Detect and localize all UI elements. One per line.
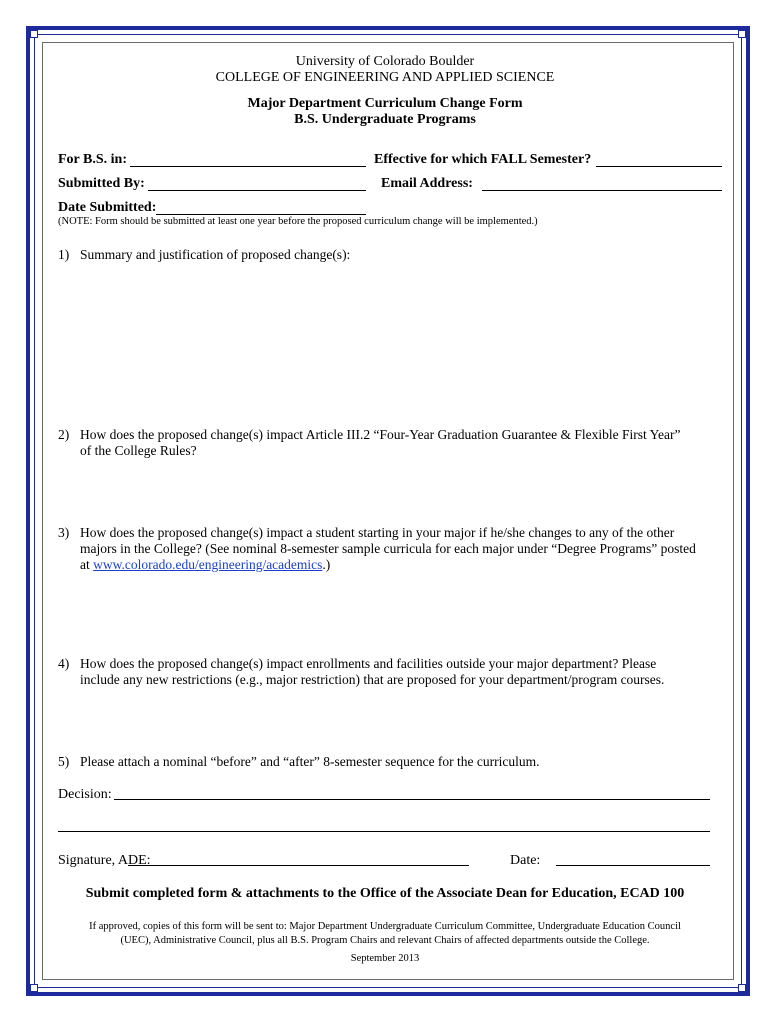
question-4 (0, 656, 770, 692)
decision-field[interactable] (114, 799, 710, 800)
question-4-line-1: How does the proposed change(s) impact enrollments and facilities outside your major department? Please (80, 656, 657, 671)
bs-in-label: For B.S. in: (58, 152, 127, 167)
question-2 (0, 427, 770, 463)
college-name: COLLEGE OF ENGINEERING AND APPLIED SCIENCE (215, 70, 555, 85)
form-subtitle: B.S. Undergraduate Programs (294, 112, 476, 127)
question-2-answer-area[interactable] (80, 464, 720, 518)
question-1-number: 1) (58, 247, 70, 262)
question-3-line-2: majors in the College? (See nominal 8-semester sample curricula for each major under “Degree Programs” posted (80, 541, 696, 556)
decision-field-line-2[interactable] (58, 831, 710, 832)
question-3-line-1: How does the proposed change(s) impact a student starting in your major if he/she changes to any of the other (80, 525, 675, 540)
question-3-line-3-suffix: .) (322, 557, 331, 572)
effective-semester-label: Effective for which FALL Semester? (374, 152, 592, 167)
approval-note-line-1: If approved, copies of this form will be sent to: Major Department Undergraduate Curriculum Committee, Undergraduate Education Council (89, 921, 681, 932)
decision-label: Decision: (58, 787, 112, 802)
corner-ornament-bl (30, 984, 38, 992)
email-label: Email Address: (381, 176, 473, 191)
form-title: Major Department Curriculum Change Form (247, 96, 523, 111)
question-4-answer-area[interactable] (80, 694, 720, 746)
submission-note: (NOTE: Form should be submitted at least one year before the proposed curriculum change will be implemented.) (58, 216, 538, 227)
question-4-number: 4) (58, 656, 70, 671)
date-submitted-field[interactable] (156, 214, 366, 215)
submitted-by-field[interactable] (148, 190, 366, 191)
corner-ornament-br (738, 984, 746, 992)
corner-ornament-tr (738, 30, 746, 38)
question-3-line-3 (80, 557, 720, 573)
question-3-number: 3) (58, 525, 70, 540)
question-2-number: 2) (58, 427, 70, 442)
approval-note-line-2: (UEC), Administrative Council, plus all B.S. Program Chairs and relevant Chairs of affected departments outside the College. (120, 935, 650, 946)
question-3-line-3-prefix: at (80, 557, 94, 572)
question-2-line-1: How does the proposed change(s) impact Article III.2 “Four-Year Graduation Guarantee & Flexible First Year” (80, 427, 681, 442)
question-1-text: Summary and justification of proposed change(s): (80, 247, 351, 262)
question-1-answer-area[interactable] (80, 270, 720, 420)
question-4-line-2: include any new restrictions (e.g., major restriction) that are proposed for your department/program courses. (80, 672, 665, 687)
signature-field[interactable] (128, 865, 469, 866)
effective-semester-field[interactable] (596, 166, 722, 167)
submitted-by-label: Submitted By: (58, 176, 145, 191)
date-submitted-label: Date Submitted: (58, 200, 157, 215)
question-3-answer-area[interactable] (80, 580, 720, 650)
academics-link[interactable]: www.colorado.edu/engineering/academics (93, 557, 323, 572)
revision-date: September 2013 (350, 953, 420, 964)
bs-in-field[interactable] (130, 166, 366, 167)
question-5 (0, 754, 770, 774)
signature-date-field[interactable] (556, 865, 710, 866)
signature-label: Signature, ADE: (58, 853, 151, 868)
question-5-number: 5) (58, 754, 70, 769)
submit-instructions: Submit completed form & attachments to the Office of the Associate Dean for Education, ECAD 100 (85, 886, 685, 901)
university-name: University of Colorado Boulder (295, 54, 475, 69)
question-3 (0, 525, 770, 577)
signature-date-label: Date: (510, 853, 541, 868)
question-1 (0, 247, 770, 267)
email-field[interactable] (482, 190, 722, 191)
corner-ornament-tl (30, 30, 38, 38)
question-5-text: Please attach a nominal “before” and “after” 8-semester sequence for the curriculum. (80, 754, 540, 769)
question-2-line-2: of the College Rules? (80, 443, 197, 458)
